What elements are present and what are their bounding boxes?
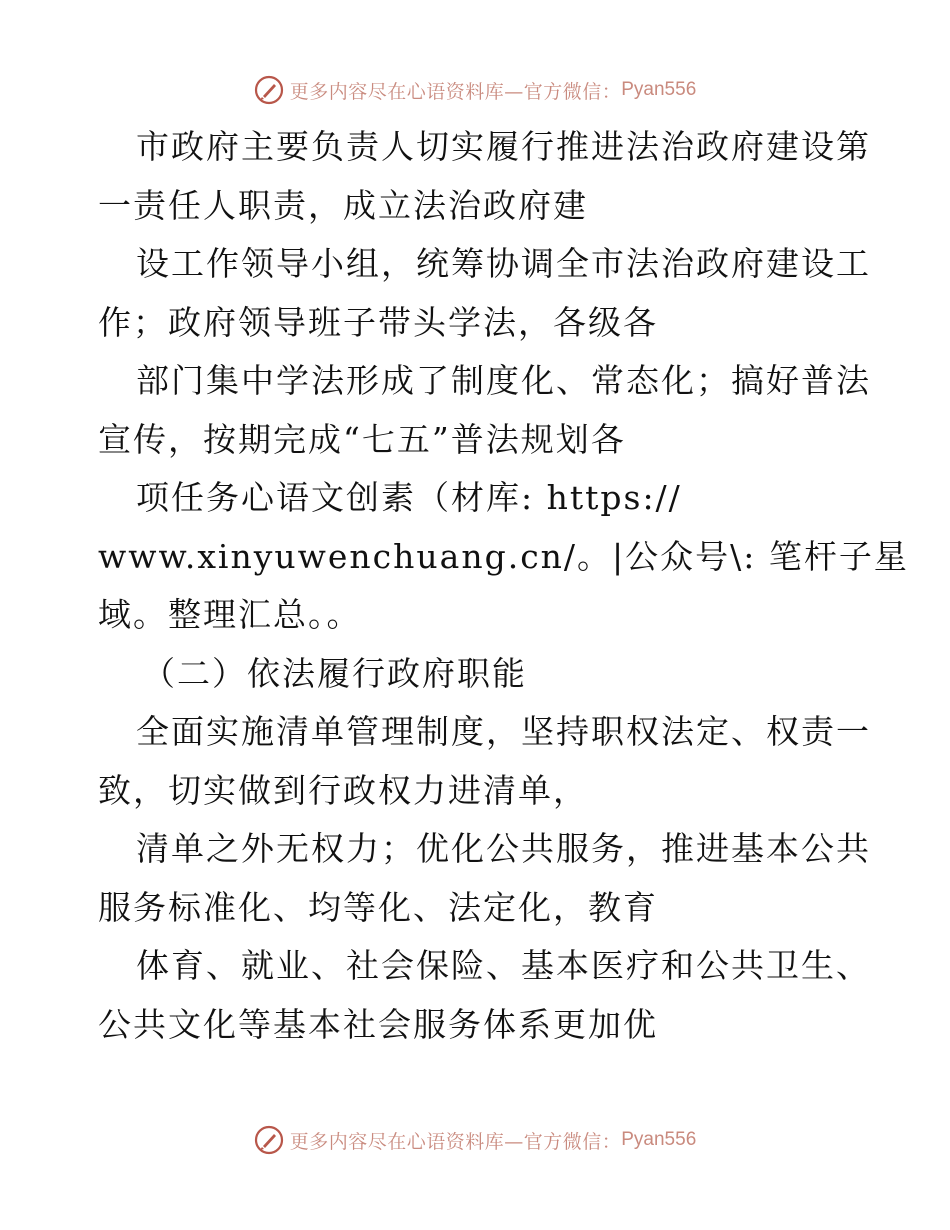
paragraph-line: 致，切实做到行政权力进清单， [98,770,588,810]
watermark-wechat-id: Pyan556 [621,1129,697,1150]
paragraph-line: 公共文化等基本社会服务体系更加优 [98,1004,658,1044]
watermark-text: 更多内容尽在心语资料库—官方微信： [289,80,622,103]
paragraph-line: 部门集中学法形成了制度化、常态化；搞好普法 [136,361,871,400]
fountain-pen-logo-icon [254,75,284,105]
paragraph-line-url: www.xinyuwenchuang.cn/。|公众号\: 笔杆子星 [98,536,909,576]
paragraph-line: 清单之外无权力；优化公共服务，推进基本公共 [136,829,871,868]
paragraph-line: 宣传，按期完成“七五”普法规划各 [98,419,626,459]
paragraph-line: 体育、就业、社会保险、基本医疗和公共卫生、 [136,946,871,985]
watermark-text: 更多内容尽在心语资料库—官方微信： [289,1130,622,1153]
paragraph-line: 全面实施清单管理制度，坚持职权法定、权责一 [136,712,871,751]
paragraph-line: 域。整理汇总。。 [98,595,362,634]
paragraph-line: 服务标准化、均等化、法定化，教育 [98,887,658,927]
fountain-pen-logo-icon [254,1125,284,1155]
paragraph-line: 一责任人职责，成立法治政府建 [98,185,588,225]
paragraph-line: 作；政府领导班子带头学法，各级各 [98,302,658,342]
section-heading: （二）依法履行政府职能 [142,653,527,693]
watermark-wechat-id: Pyan556 [621,79,697,100]
paragraph-line: 市政府主要负责人切实履行推进法治政府建设第 [136,127,871,166]
paragraph-line: 项任务心语文创素（材库: https:// [136,478,682,517]
header-watermark [0,72,950,108]
footer-watermark [0,1122,950,1158]
paragraph-line: 设工作领导小组，统筹协调全市法治政府建设工 [136,244,871,283]
document-body [98,118,909,1054]
